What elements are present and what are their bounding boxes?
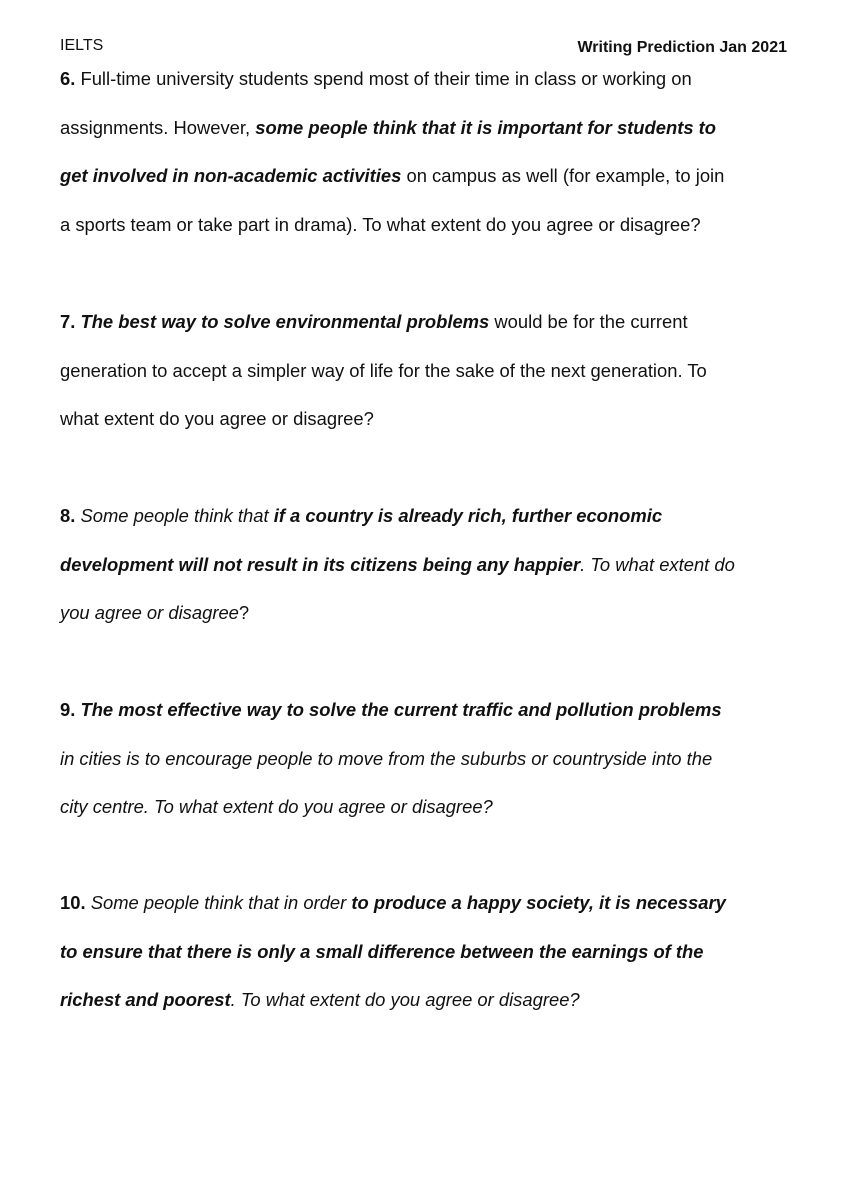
question-text: assignments. However,: [60, 116, 256, 138]
question-text: . To what extent do you agree or disagree?: [230, 989, 580, 1010]
question-text: would be for the current: [489, 311, 688, 332]
question-line: [60, 152, 800, 201]
question-emphasis: richest and poorest: [60, 989, 231, 1010]
question-line: [60, 735, 800, 784]
question-text: what extent do you agree or disagree?: [60, 408, 374, 429]
question-line: [60, 928, 800, 977]
question-text: Some people think that: [80, 505, 274, 526]
question-line: [60, 201, 800, 250]
question-emphasis: The most effective way to solve the current traffic and pollution problems: [80, 699, 722, 720]
question-text: ?: [238, 602, 250, 623]
question-9: [60, 686, 800, 832]
question-text: Some people think that in order: [90, 892, 352, 913]
question-number: 6.: [60, 68, 76, 89]
question-6: [60, 55, 800, 249]
question-emphasis: if a country is already rich, further economic: [273, 505, 663, 526]
question-text: in cities is to encourage people to move from the suburbs or countryside into the: [60, 747, 713, 769]
question-text: . To what extent do: [580, 553, 735, 575]
question-8: [60, 492, 800, 638]
question-line: [60, 104, 800, 153]
question-number: 10.: [60, 892, 86, 913]
question-line: [60, 541, 800, 590]
question-line: [60, 492, 800, 541]
question-text: a sports team or take part in drama). To what extent do you agree or disagree?: [60, 213, 701, 235]
question-emphasis: to ensure that there is only a small difference between the earnings of the: [60, 940, 704, 962]
question-number: 7.: [60, 311, 76, 332]
question-line: [60, 347, 800, 396]
question-line: [60, 879, 800, 928]
question-emphasis: some people think that it is important for students to: [255, 116, 717, 138]
question-line: [60, 55, 800, 104]
question-emphasis: The best way to solve environmental problems: [80, 311, 490, 332]
header-right-title: Writing Prediction Jan 2021: [577, 39, 787, 56]
question-emphasis: to produce a happy society, it is necessary: [351, 892, 726, 913]
question-emphasis: development will not result in its citizens being any happier: [60, 553, 581, 575]
question-text: city centre. To what extent do you agree or disagree?: [60, 796, 493, 817]
header-left-label: IELTS: [60, 37, 104, 54]
question-line: [60, 686, 800, 735]
question-10: [60, 879, 800, 1025]
question-text: you agree or disagree: [60, 602, 239, 623]
question-line: [60, 783, 800, 832]
question-line: [60, 589, 800, 638]
question-line: [60, 976, 800, 1025]
question-number: 8.: [60, 505, 76, 526]
question-7: [60, 298, 800, 444]
question-text: Full-time university students spend most of their time in class or working on: [80, 68, 692, 89]
question-line: [60, 298, 800, 347]
question-line: [60, 395, 800, 444]
question-emphasis: get involved in non-academic activities: [60, 165, 402, 186]
question-text: generation to accept a simpler way of life for the sake of the next generation. To: [60, 359, 707, 381]
question-text: on campus as well (for example, to join: [401, 165, 725, 186]
question-number: 9.: [60, 699, 76, 720]
